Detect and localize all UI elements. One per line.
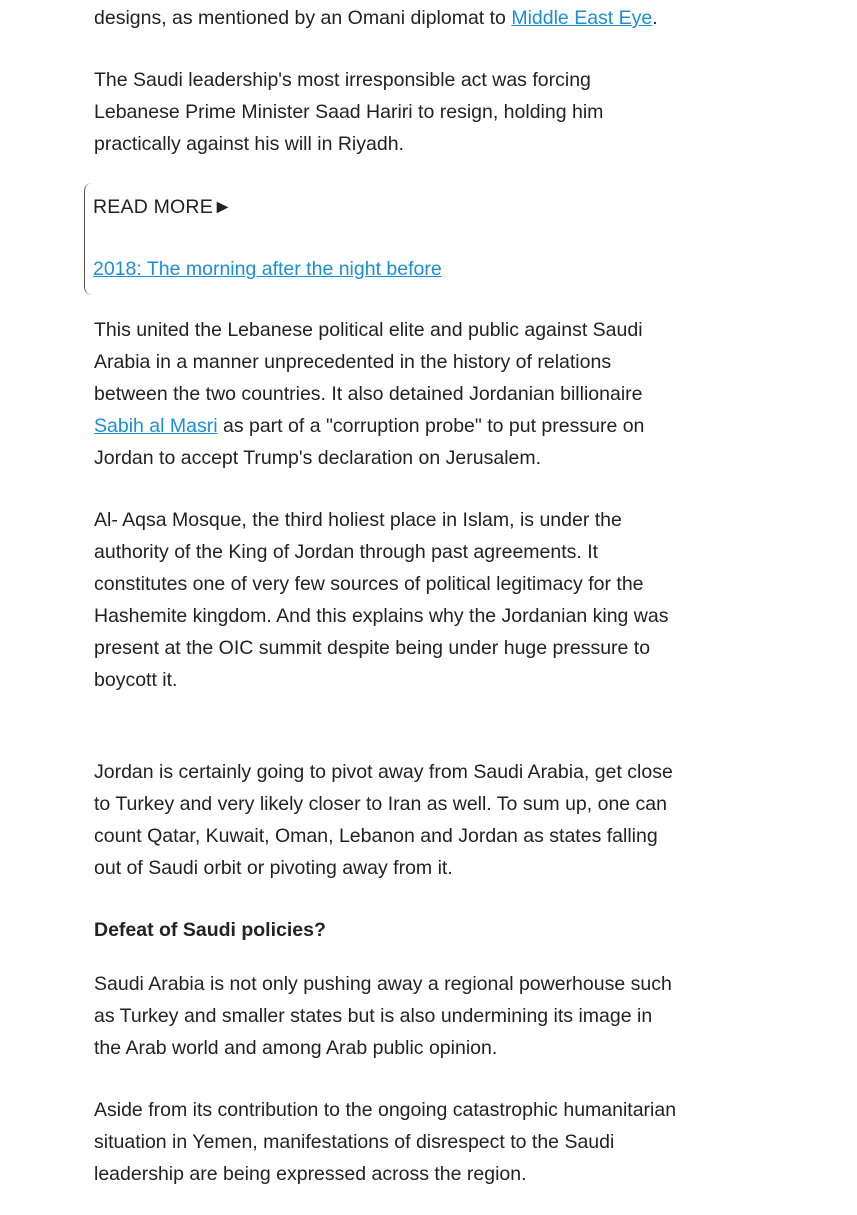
- paragraph-yemen: Aside from its contribution to the ongoing catastrophic humanitarian situation in Yemen, manifestations of disrespect to the Saudi leadership are being expressed across the region.: [94, 1099, 677, 1185]
- paragraph-saudi-pushing: Saudi Arabia is not only pushing away a regional powerhouse such as Turkey and smaller states but is also undermining its image in the Arab world and among Arab public opinion.: [94, 973, 672, 1059]
- read-more-article-link[interactable]: 2018: The morning after the night before: [93, 258, 442, 280]
- paragraph-text: as part of a "corruption probe" to put pressure on Jordan to accept Trump's declaration on Jerusalem.: [94, 415, 645, 469]
- paragraph-text: .: [652, 7, 658, 29]
- paragraph-hariri: The Saudi leadership's most irresponsible act was forcing Lebanese Prime Minister Saad Hariri to resign, holding him practically against his will in Riyadh.: [94, 69, 604, 155]
- read-more-text: READ MORE: [93, 196, 213, 218]
- paragraph-lebanese-elite: [94, 314, 704, 474]
- paragraph-jordan-pivot: Jordan is certainly going to pivot away from Saudi Arabia, get close to Turkey and very likely closer to Iran as well. To sum up, one can count Qatar, Kuwait, Oman, Lebanon and Jordan as states falling out of Saudi orbit or pivoting away from it.: [94, 761, 673, 879]
- middle-east-eye-link[interactable]: Middle East Eye: [511, 7, 653, 29]
- paragraph-omani-diplomat: [94, 2, 704, 34]
- read-more-label: [93, 191, 232, 223]
- paragraph-text: This united the Lebanese political elite and public against Saudi Arabia in a manner unprecedented in the history of relations between the two countries. It also detained Jordanian billionaire: [94, 319, 643, 405]
- sabih-al-masri-link[interactable]: Sabih al Masri: [94, 415, 218, 437]
- paragraph-text: designs, as mentioned by an Omani diplomat to: [94, 7, 512, 29]
- paragraph-al-aqsa: Al- Aqsa Mosque, the third holiest place in Islam, is under the authority of the King of Jordan through past agreements. It constitutes one of very few sources of political legitimacy for the Hashemite kingdom. And this explains why the Jordanian king was present at the OIC summit despite being under huge pressure to boycott it.: [94, 509, 669, 691]
- play-arrow-icon: ►: [212, 196, 233, 218]
- section-heading: Defeat of Saudi policies?: [94, 919, 326, 941]
- read-more-box: [84, 183, 645, 295]
